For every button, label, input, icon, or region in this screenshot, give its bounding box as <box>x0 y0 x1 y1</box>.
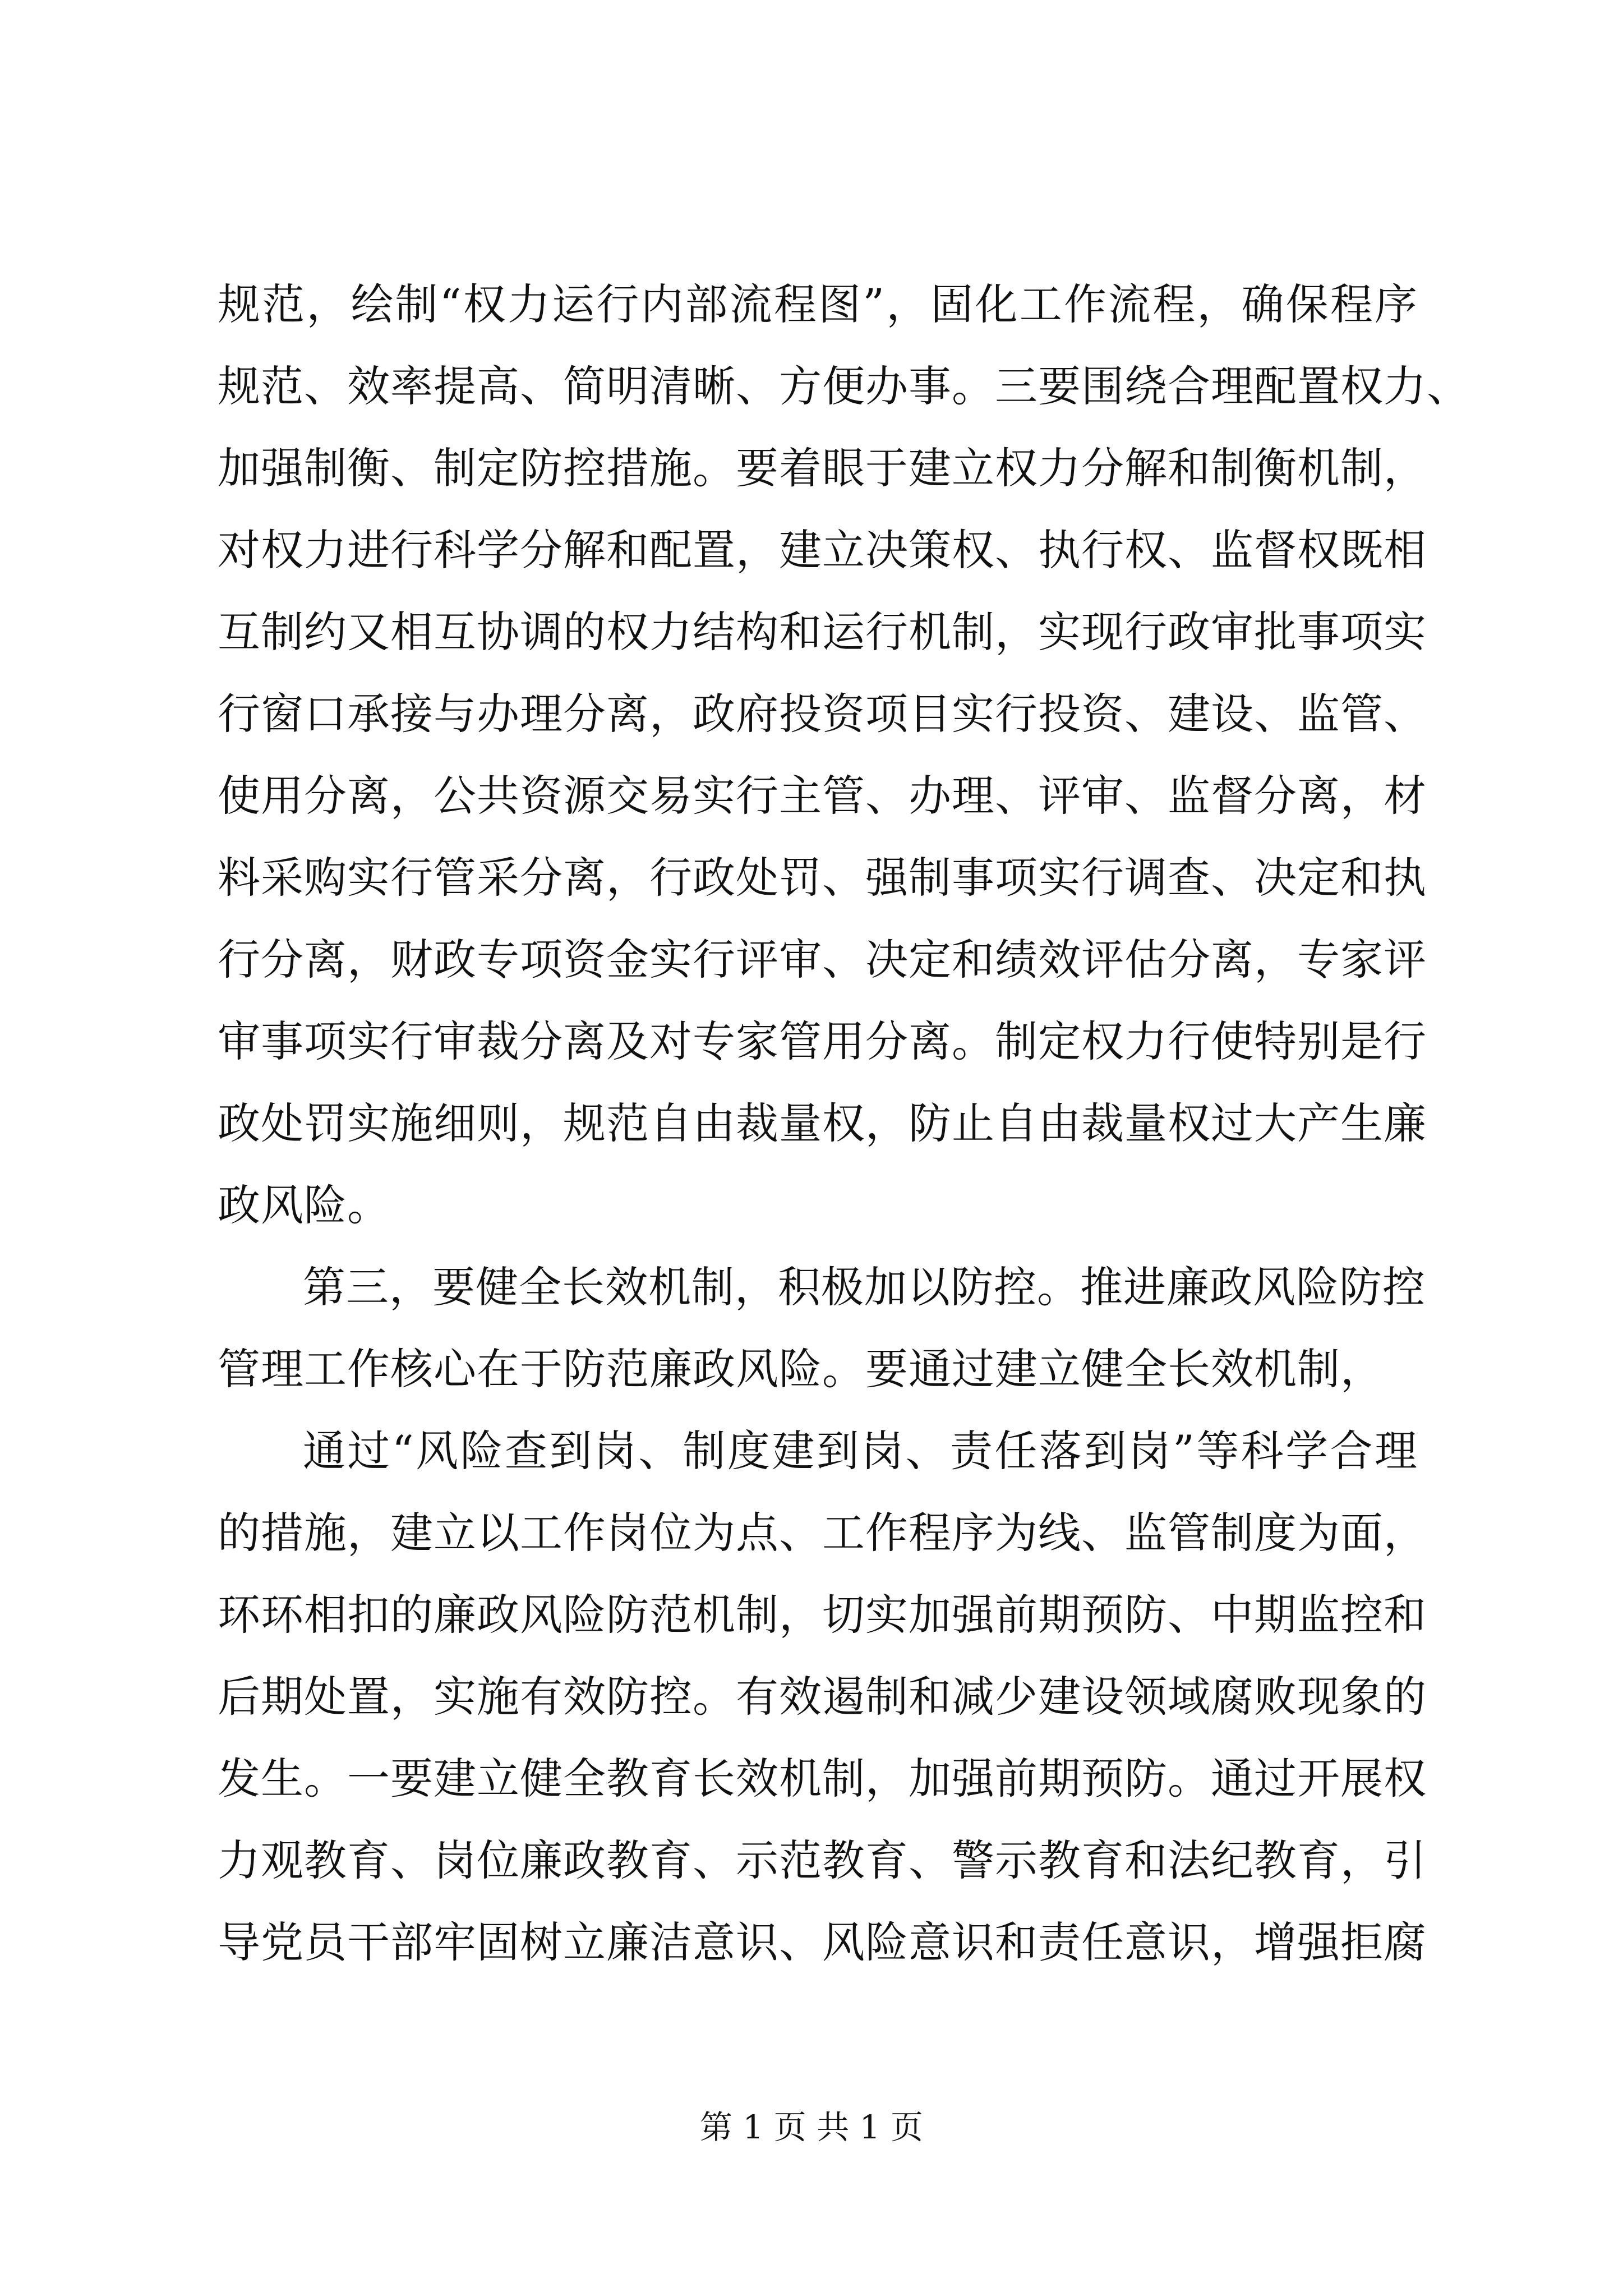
paragraph-line: 料采购实行管采分离，行政处罚、强制事项实行调查、决定和执 <box>218 853 1427 903</box>
paragraph-line: 环环相扣的廉政风险防范机制，切实加强前期预防、中期监控和 <box>218 1590 1427 1640</box>
document-body <box>218 264 1470 1984</box>
paragraph-line: 对权力进行科学分解和配置，建立决策权、执行权、监督权既相 <box>218 525 1427 575</box>
paragraph-line: 政处罚实施细则，规范自由裁量权，防止自由裁量权过大产生廉 <box>218 1098 1427 1148</box>
paragraph-line: 规范、效率提高、简明清晰、方便办事。三要围绕合理配置权力、 <box>218 361 1470 411</box>
paragraph-line: 政风险。 <box>218 1180 390 1230</box>
paragraph-line: 行分离，财政专项资金实行评审、决定和绩效评估分离，专家评 <box>218 935 1427 984</box>
paragraph-line: 互制约又相互协调的权力结构和运行机制，实现行政审批事项实 <box>218 607 1427 657</box>
paragraph-line: 行窗口承接与办理分离，政府投资项目实行投资、建设、监管、 <box>218 689 1427 739</box>
paragraph-line: 规范，绘制“权力运行内部流程图”，固化工作流程，确保程序 <box>218 279 1418 329</box>
paragraph-line: 通过“风险查到岗、制度建到岗、责任落到岗”等科学合理 <box>303 1426 1418 1476</box>
paragraph-line: 管理工作核心在于防范廉政风险。要通过建立健全长效机制， <box>218 1344 1384 1394</box>
paragraph-line: 力观教育、岗位廉政教育、示范教育、警示教育和法纪教育，引 <box>218 1835 1427 1885</box>
paragraph-line: 后期处置，实施有效防控。有效遏制和减少建设领域腐败现象的 <box>218 1672 1427 1722</box>
paragraph-line: 导党员干部牢固树立廉洁意识、风险意识和责任意识，增强拒腐 <box>218 1917 1427 1967</box>
paragraph-line: 的措施，建立以工作岗位为点、工作程序为线、监管制度为面， <box>218 1508 1427 1558</box>
paragraph-line: 使用分离，公共资源交易实行主管、办理、评审、监督分离，材 <box>218 771 1427 821</box>
paragraph-line: 第三，要健全长效机制，积极加以防控。推进廉政风险防控 <box>303 1262 1426 1312</box>
paragraph-line: 审事项实行审裁分离及对专家管用分离。制定权力行使特别是行 <box>218 1016 1427 1066</box>
page-footer: 第 1 页 共 1 页 <box>700 2108 923 2146</box>
paragraph-line: 发生。一要建立健全教育长效机制，加强前期预防。通过开展权 <box>218 1754 1427 1803</box>
paragraph-line: 加强制衡、制定防控措施。要着眼于建立权力分解和制衡机制， <box>218 443 1427 493</box>
